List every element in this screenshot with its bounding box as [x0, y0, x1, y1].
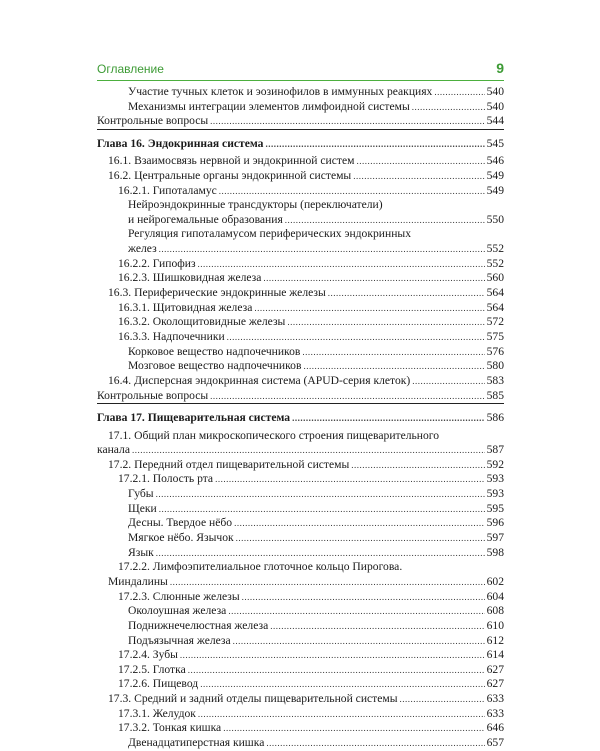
- toc-entry: Мягкое нёбо. Язычок ..... 597: [128, 530, 504, 545]
- toc-entry: 17.2. Передний отдел пищеварительной системы ..... 592: [108, 457, 504, 472]
- toc-entry: Двенадцатиперстная кишка ..... 657: [128, 735, 504, 750]
- section-divider: [97, 129, 504, 130]
- toc-entry: 17.2.5. Глотка ..... 627: [118, 662, 504, 677]
- toc-entry: 17.1. Общий план микроскопического строения пищеварительного: [108, 428, 440, 442]
- toc-entry: Миндалины ..... 602: [108, 574, 504, 589]
- toc-entry: 16.3. Периферические эндокринные железы ..... 564: [108, 285, 504, 300]
- toc-entry: 16.3.1. Щитовидная железа ..... 564: [118, 300, 504, 315]
- toc-entry: 17.2.6. Пищевод ..... 627: [118, 676, 504, 691]
- section-divider: [97, 403, 504, 404]
- toc-entry: Контрольные вопросы ..... 544: [97, 113, 504, 128]
- toc-entry: 16.2.1. Гипоталамус ..... 549: [118, 183, 504, 198]
- running-head-title: Оглавление: [97, 62, 164, 76]
- toc-chapter: Глава 17. Пищеварительная система ..... 586: [97, 410, 504, 425]
- page-number: 9: [496, 60, 504, 76]
- toc-entry: 16.4. Дисперсная эндокринная система (APUD-серия клеток) ..... 583: [108, 373, 504, 388]
- toc-chapter: Глава 16. Эндокринная система ..... 545: [97, 136, 504, 151]
- toc-entry: 16.1. Взаимосвязь нервной и эндокринной систем ..... 546: [108, 153, 504, 168]
- toc-entry: канала ..... 587: [97, 442, 504, 457]
- toc-entry: 16.2.3. Шишковидная железа ..... 560: [118, 270, 504, 285]
- toc-entry: и нейрогемальные образования ..... 550: [128, 212, 504, 227]
- toc-entry: 16.3.2. Околощитовидные железы ..... 572: [118, 314, 504, 329]
- toc-entry: Щеки ..... 595: [128, 501, 504, 516]
- toc-entry: Околоушная железа ..... 608: [128, 603, 504, 618]
- toc-entry: 17.3.2. Тонкая кишка ..... 646: [118, 720, 504, 735]
- toc-entry: Механизмы интеграции элементов лимфоидной системы ..... 540: [128, 99, 504, 114]
- toc-entry: 16.3.3. Надпочечники ..... 575: [118, 329, 504, 344]
- toc-entry: желез ..... 552: [128, 241, 504, 256]
- toc-entry: Участие тучных клеток и эозинофилов в иммунных реакциях ..... 540: [128, 84, 504, 99]
- toc-entry: Десны. Твердое нёбо ..... 596: [128, 515, 504, 530]
- toc-entry: Мозговое вещество надпочечников ..... 580: [128, 358, 504, 373]
- toc-entry: 17.2.3. Слюнные железы ..... 604: [118, 589, 504, 604]
- toc-entry: 17.2.4. Зубы ..... 614: [118, 647, 504, 662]
- toc-entry: Корковое вещество надпочечников ..... 576: [128, 344, 504, 359]
- toc-entry: 16.2. Центральные органы эндокринной системы ..... 549: [108, 168, 504, 183]
- toc-entry: Язык ..... 598: [128, 545, 504, 560]
- toc-entry: Нейроэндокринные трансдукторы (переключатели): [128, 198, 383, 212]
- toc-entry: 17.2.2. Лимфоэпителиальное глоточное кольцо Пирогова.: [118, 560, 403, 574]
- toc-entry: 17.3.1. Желудок ..... 633: [118, 706, 504, 721]
- toc-entry: 16.2.2. Гипофиз ..... 552: [118, 256, 504, 271]
- toc-entry: Губы ..... 593: [128, 486, 504, 501]
- toc-entry: 17.2.1. Полость рта ..... 593: [118, 471, 504, 486]
- running-head: [97, 58, 504, 81]
- toc-entry: 17.3. Средний и задний отделы пищеварительной системы ..... 633: [108, 691, 504, 706]
- toc-entry: Поднижнечелюстная железа ..... 610: [128, 618, 504, 633]
- toc-entry: Подъязычная железа ..... 612: [128, 633, 504, 648]
- toc-entry: Регуляция гипоталамусом периферических эндокринных: [128, 227, 411, 241]
- toc-entry: Контрольные вопросы ..... 585: [97, 388, 504, 403]
